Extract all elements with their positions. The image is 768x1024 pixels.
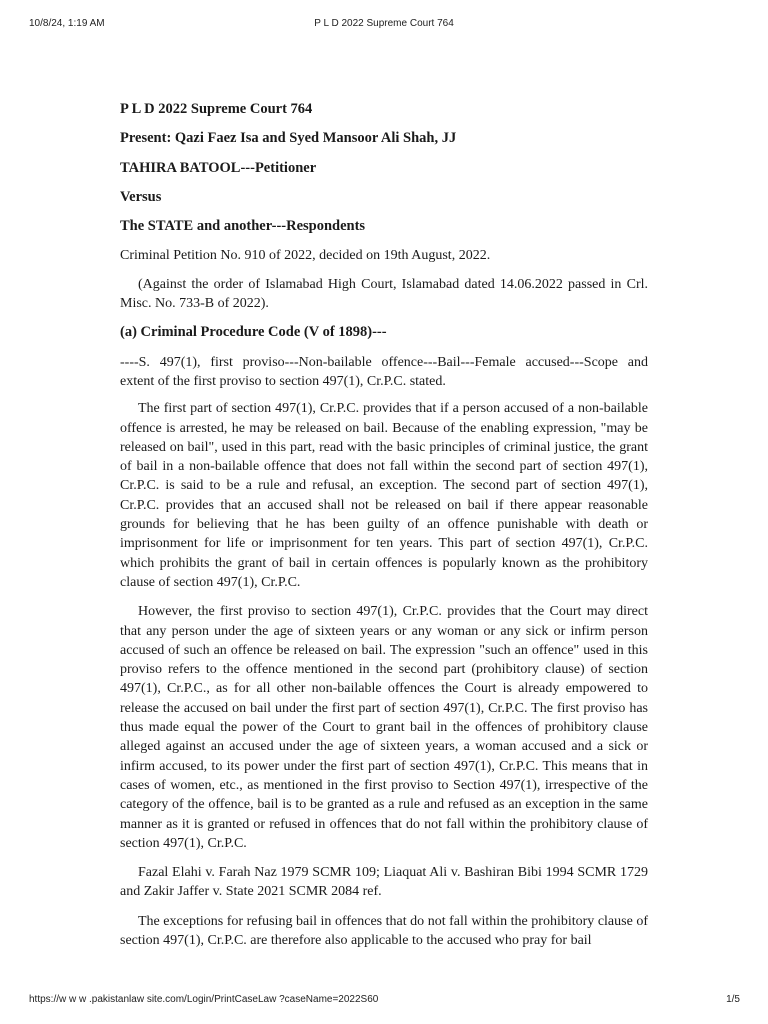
respondents: The STATE and another---Respondents	[120, 218, 366, 235]
citations-ref: Fazal Elahi v. Farah Naz 1979 SCMR 109; Liaquat Ali v. Bashiran Bibi 1994 SCMR 1729 and Zakir Jaffer v. State 2021 SCMR 2084 ref.	[120, 865, 648, 900]
heading-a: (a) Criminal Procedure Code (V of 1898)---	[120, 324, 387, 341]
print-datetime: 10/8/24, 1:19 AM	[29, 18, 105, 29]
paragraph-2: However, the first proviso to section 497(1), Cr.P.C. provides that the Court may direct that any person under the age of sixteen years or any woman or any sick or infirm person accused of such an offence be released on bail. The expression "such an offence" used in this proviso refers to the offence mentioned in the second part (prohibitory clause) of section 497(1), Cr.P.C., as for all other non-bailable offences the Court is already empowered to release the accused on bail under the first part of section 497(1), Cr.P.C. The first proviso has thus made equal the power of the Court to grant bail in the offences of prohibitory clause alleged against an accused under the age of sixteen years, a woman accused and a sick or infirm accused, to its power under the first part of section 497(1), Cr.P.C. This means that in cases of women, etc., as mentioned in the first proviso to Section 497(1), irrespective of the category of the offence, bail is to be granted as a rule and refused as an exception in the same manner as it is granted or refused in offences that do not fall within the prohibitory clause of section 497(1), Cr.P.C.	[120, 604, 648, 851]
page-url: https://w w w .pakistanlaw site.com/Login/PrintCaseLaw ?caseName=2022S60	[29, 994, 379, 1005]
citation-heading: P L D 2022 Supreme Court 764	[120, 101, 313, 117]
against-order: (Against the order of Islamabad High Court, Islamabad dated 14.06.2022 passed in Crl. Misc. No. 733-B of 2022).	[120, 276, 648, 312]
print-title: P L D 2022 Supreme Court 764	[314, 18, 454, 29]
headnote: ----S. 497(1), first proviso---Non-bailable offence---Bail---Female accused---Scope and extent of the first proviso to section 497(1), Cr.P.C. stated.	[120, 354, 648, 389]
petitioner: TAHIRA BATOOL---Petitioner	[120, 159, 317, 176]
versus: Versus	[120, 188, 162, 205]
case-info: Criminal Petition No. 910 of 2022, decided on 19th August, 2022.	[120, 248, 491, 264]
page-number: 1/5	[726, 994, 740, 1005]
case-document	[120, 100, 648, 960]
print-header	[0, 18, 768, 32]
present-judges: Present: Qazi Faez Isa and Syed Mansoor Ali Shah, JJ	[120, 130, 457, 147]
paragraph-3: The exceptions for refusing bail in offences that do not fall within the prohibitory clause of section 497(1), Cr.P.C. are therefore also applicable to the accused who pray for bail	[120, 913, 648, 948]
print-footer	[0, 994, 768, 1008]
paragraph-1: The first part of section 497(1), Cr.P.C. provides that if a person accused of a non-bailable offence is arrested, he may be released on bail. Because of the enabling expression, "may be released on bail", used in this part, read with the basic principles of criminal justice, the grant of bail in a non-bailable offence that does not fall within the second part of section 497(1), Cr.P.C. is said to be a rule and refusal, an exception. The second part of section 497(1), Cr.P.C. provides that an accused shall not be released on bail if there appear reasonable grounds for believing that he has been guilty of an offence punishable with death or imprisonment for life or imprisonment for ten years. This part of section 497(1), Cr.P.C. which prohibits the grant of bail in certain offences is popularly known as the prohibitory clause of section 497(1), Cr.P.C.	[120, 401, 648, 590]
